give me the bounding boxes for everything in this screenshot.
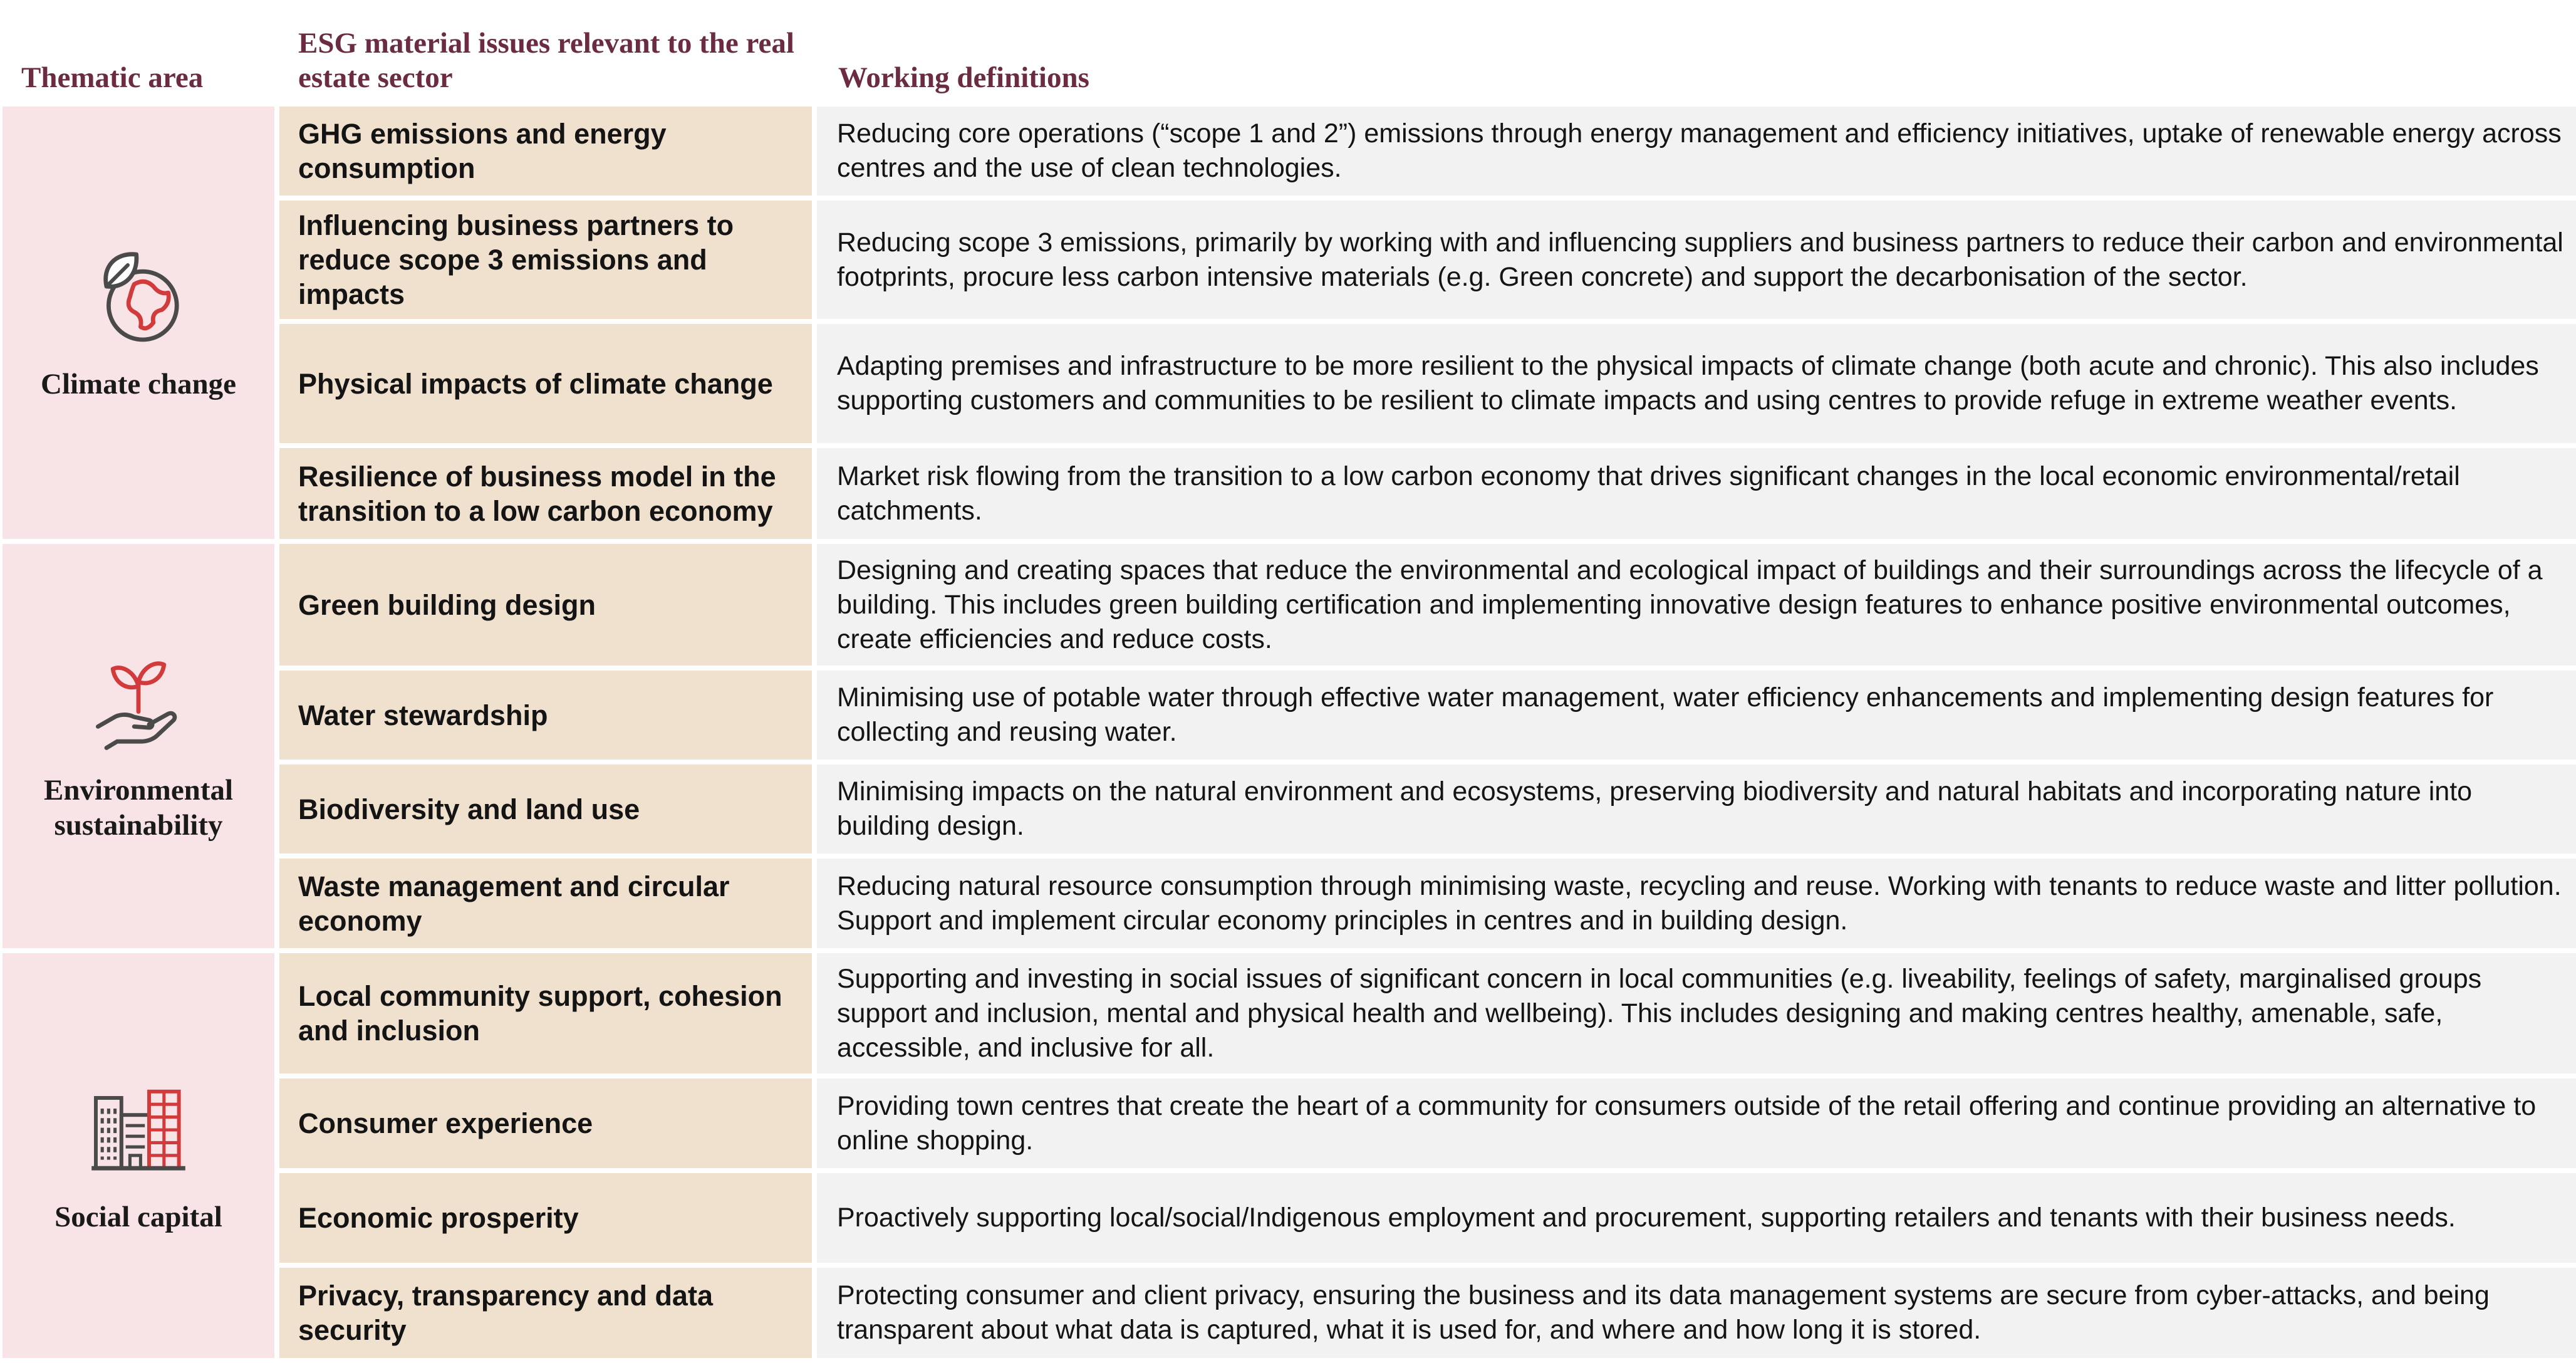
- area-label: Social capital: [55, 1201, 222, 1233]
- table-row: [0, 1268, 2576, 1363]
- issue-cell: Resilience of business model in the transition to a low carbon economy: [279, 448, 817, 544]
- issue-cell: Consumer experience: [279, 1078, 817, 1173]
- header-thematic-area: Thematic area: [21, 61, 204, 94]
- table-row: [0, 544, 2576, 671]
- area-label: Environmental sustainability: [43, 773, 234, 842]
- globe-leaf-icon: [85, 244, 192, 350]
- issue-cell: Biodiversity and land use: [279, 765, 817, 859]
- definition-cell: Market risk flowing from the transition to a low carbon economy that drives significant changes in the local economic environmental/retail catchments.: [817, 448, 2576, 544]
- area-climate-change: [0, 107, 279, 544]
- table-row: [0, 107, 2576, 201]
- table-row: [0, 201, 2576, 324]
- header-material-issues: ESG material issues relevant to the real estate sector: [298, 27, 794, 94]
- definition-cell: Minimising use of potable water through effective water management, water efficiency enhancements and implementing design features for collecting and reusing water.: [817, 671, 2576, 765]
- definition-cell: Reducing scope 3 emissions, primarily by working with and influencing suppliers and business partners to reduce their carbon and environmental footprints, procure less carbon intensive materials (e.g. Green concrete) and support the decarbonisation of the sector.: [817, 201, 2576, 324]
- issue-cell: Economic prosperity: [279, 1173, 817, 1268]
- issue-cell: GHG emissions and energy consumption: [279, 107, 817, 201]
- definition-cell: Reducing natural resource consumption through minimising waste, recycling and reuse. Working with tenants to reduce waste and litter pollution. Support and implement circular economy principles in centres and in building design.: [817, 859, 2576, 953]
- definition-cell: Supporting and investing in social issues of significant concern in local communities (e.g. liveability, feelings of safety, marginalised groups support and inclusion, mental and physical health and wellbeing). This includes designing and making centres healthy, amenable, safe, accessible, and inclusive for all.: [817, 953, 2576, 1078]
- issue-cell: Water stewardship: [279, 671, 817, 765]
- header-working-definitions: Working definitions: [838, 61, 1089, 94]
- table-row: [0, 859, 2576, 953]
- definition-cell: Minimising impacts on the natural environment and ecosystems, preserving biodiversity and natural habitats and incorporating nature into building design.: [817, 765, 2576, 859]
- definition-cell: Proactively supporting local/social/Indigenous employment and procurement, supporting retailers and tenants with their business needs.: [817, 1173, 2576, 1268]
- table-row: [0, 671, 2576, 765]
- buildings-icon: [85, 1077, 192, 1183]
- table-row: [0, 324, 2576, 448]
- table-header-row: [0, 0, 2576, 107]
- table-row: [0, 765, 2576, 859]
- issue-cell: Influencing business partners to reduce scope 3 emissions and impacts: [279, 201, 817, 324]
- issue-cell: Privacy, transparency and data security: [279, 1268, 817, 1363]
- definition-cell: Protecting consumer and client privacy, ensuring the business and its data management systems are secure from cyber-attacks, and being transparent about what data is captured, what it is used for, and where and how long it is stored.: [817, 1268, 2576, 1363]
- area-label: Climate change: [41, 368, 236, 400]
- definition-cell: Reducing core operations (“scope 1 and 2”) emissions through energy management and efficiency initiatives, uptake of renewable energy across centres and the use of clean technologies.: [817, 107, 2576, 201]
- table-row: [0, 953, 2576, 1078]
- area-environmental-sustainability: [0, 544, 279, 953]
- table-row: [0, 448, 2576, 544]
- issue-cell: Local community support, cohesion and inclusion: [279, 953, 817, 1078]
- issue-cell: Waste management and circular economy: [279, 859, 817, 953]
- issue-cell: Green building design: [279, 544, 817, 671]
- hand-sprout-icon: [85, 650, 192, 756]
- area-social-capital: [0, 953, 279, 1363]
- table-row: [0, 1173, 2576, 1268]
- table-row: [0, 1078, 2576, 1173]
- definition-cell: Designing and creating spaces that reduce the environmental and ecological impact of buildings and their surroundings across the lifecycle of a building. This includes green building certification and implementing innovative design features to enhance positive environmental outcomes, create efficiencies and reduce costs.: [817, 544, 2576, 671]
- issue-cell: Physical impacts of climate change: [279, 324, 817, 448]
- definition-cell: Providing town centres that create the heart of a community for consumers outside of the retail offering and continue providing an alternative to online shopping.: [817, 1078, 2576, 1173]
- definition-cell: Adapting premises and infrastructure to be more resilient to the physical impacts of climate change (both acute and chronic). This also includes supporting customers and communities to be resilient to climate impacts and using centres to provide refuge in extreme weather events.: [817, 324, 2576, 448]
